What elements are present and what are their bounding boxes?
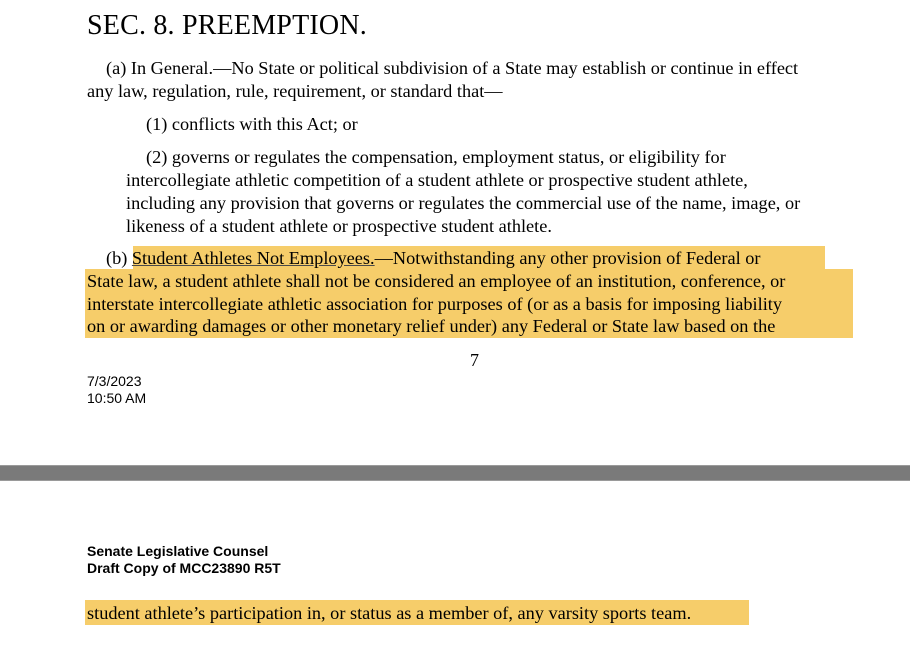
item-1: (1) conflicts with this Act; or [146,114,358,134]
page-number: 7 [470,350,479,370]
footer-date: 7/3/2023 [87,373,142,389]
para-a-line-1: (a) In General.—No State or political subdivision of a State may establish or continue in effect [106,58,799,78]
item-2-line-3: including any provision that governs or regulates the commercial use of the name, image, or [126,193,801,213]
header-counsel: Senate Legislative Counsel [87,543,269,559]
para-b-line-2: State law, a student athlete shall not be considered an employee of an institution, conference, or [87,271,786,291]
para-b-line-1-rest: —Notwithstanding any other provision of Federal or [374,248,761,268]
item-2-line-1: (2) governs or regulates the compensation, employment status, or eligibility for [146,147,726,167]
para-b-line-1 [106,247,760,270]
item-2-line-2: intercollegiate athletic competition of a student athlete or prospective student athlete, [126,170,748,190]
section-heading: SEC. 8. PREEMPTION. [87,10,367,41]
para-b-heading: Student Athletes Not Employees. [131,248,375,268]
continuation-line: student athlete’s participation in, or status as a member of, any varsity sports team. [87,603,692,623]
para-b-prefix: (b) [106,248,132,268]
para-b-line-4: on or awarding damages or other monetary relief under) any Federal or State law based on the [87,316,776,336]
para-a-line-2: any law, regulation, rule, requirement, or standard that— [87,81,503,101]
item-2-line-4: likeness of a student athlete or prospective student athlete. [126,216,552,236]
para-b-line-3: interstate intercollegiate athletic association for purposes of (or as a basis for imposing liability [87,294,782,314]
document-page-2 [0,481,910,654]
footer-time: 10:50 AM [87,390,147,406]
page-separator [0,465,910,481]
header-draft-copy: Draft Copy of MCC23890 R5T [87,560,281,576]
